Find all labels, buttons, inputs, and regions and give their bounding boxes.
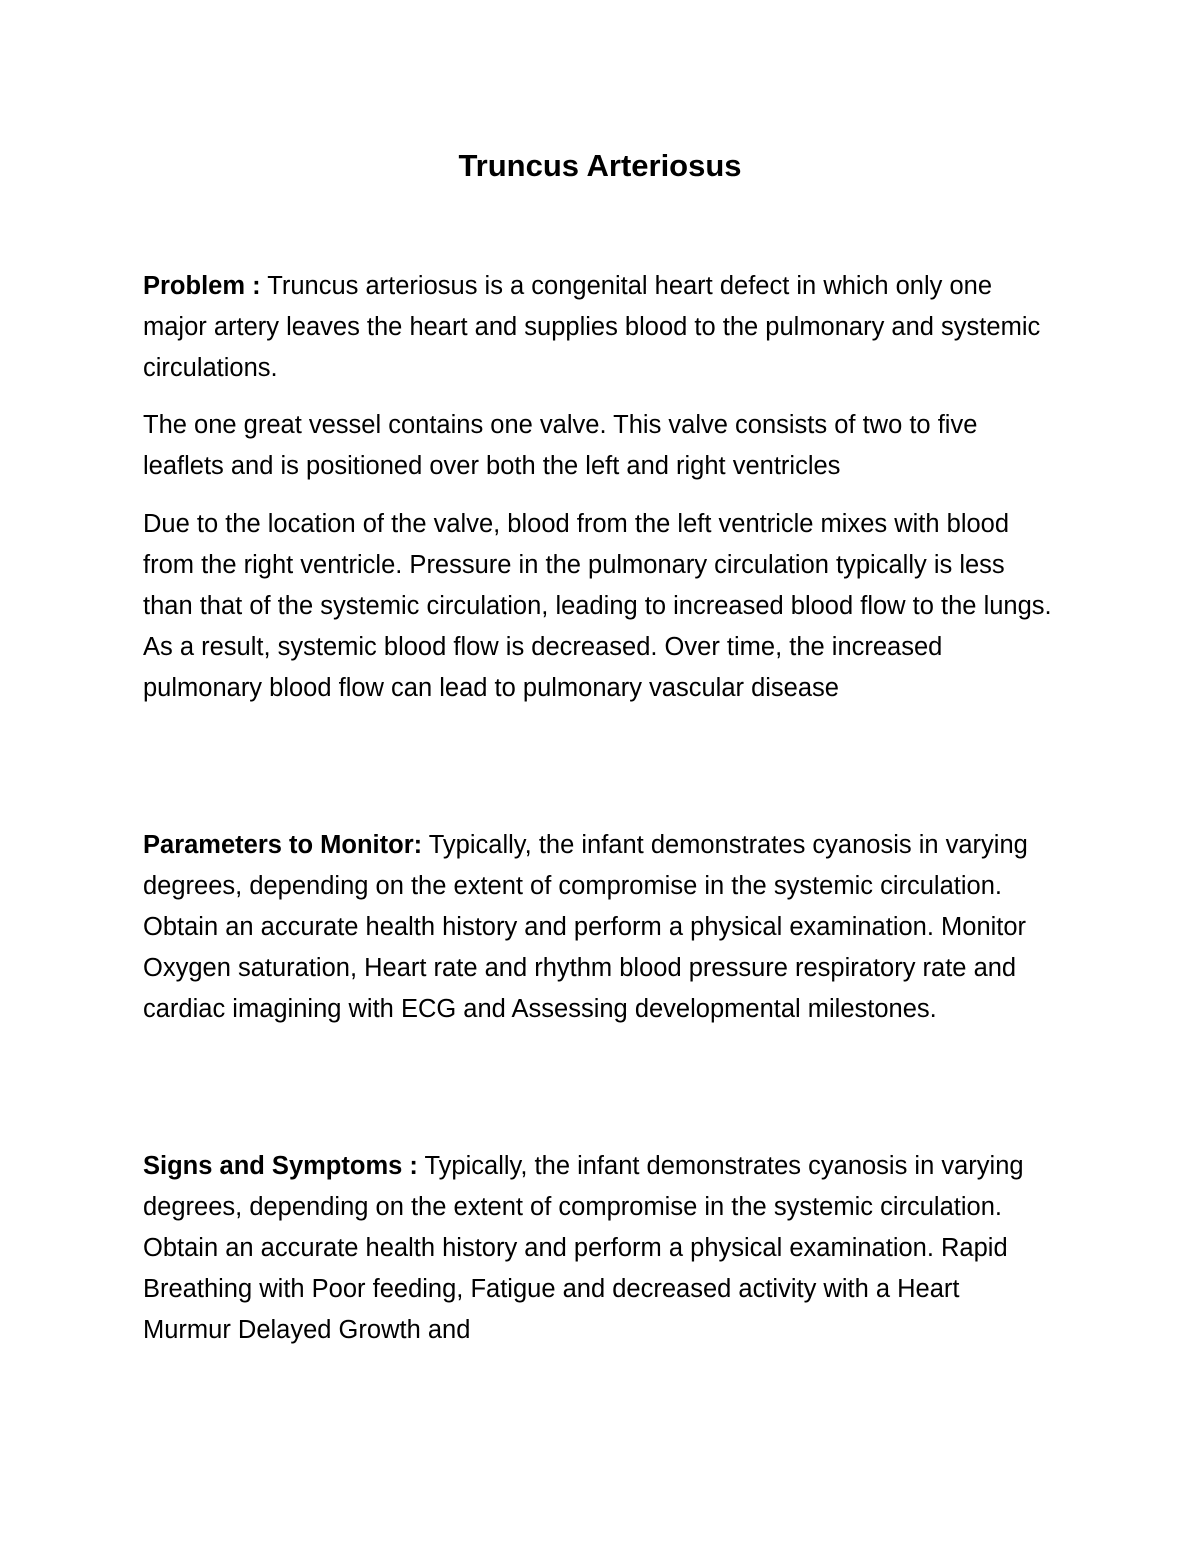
document-title: Truncus Arteriosus (458, 148, 742, 183)
parameters-text: Typically, the infant demonstrates cyanosis in varying degrees, depending on the extent of compromise in the systemic circulation. Obtain an accurate health history and perform a physical examination. Monitor Oxygen saturation, Heart rate and rhythm blood pressure respiratory rate and cardiac imagining with ECG and Assessing developmental milestones. (143, 831, 1028, 1023)
location-paragraph: Due to the location of the valve, blood from the left ventricle mixes with blood from the right ventricle. Pressure in the pulmonary circulation typically is less than that of the systemic circulation, leading to increased blood flow to the lungs. As a result, systemic blood flow is decreased. Over time, the increased pulmonary blood flow can lead to pulmonary vascular disease (143, 510, 1052, 702)
problem-paragraph (143, 266, 1053, 389)
problem-text: Truncus arteriosus is a congenital heart defect in which only one major artery leaves the heart and supplies blood to the pulmonary and systemic circulations. (143, 272, 1041, 382)
parameters-paragraph (143, 825, 1053, 1030)
symptoms-label: Signs and Symptoms : (143, 1152, 418, 1180)
problem-label: Problem : (143, 272, 261, 300)
symptoms-text: Typically, the infant demonstrates cyanosis in varying degrees, depending on the extent of compromise in the systemic circulation. Obtain an accurate health history and perform a physical examination. Rapid Breathing with Poor feeding, Fatigue and decreased activity with a Heart Murmur Delayed Growth and (143, 1152, 1024, 1344)
symptoms-paragraph (143, 1146, 1053, 1351)
parameters-label: Parameters to Monitor: (143, 831, 423, 859)
vessel-paragraph: The one great vessel contains one valve. This valve consists of two to five leaflets and is positioned over both the left and right ventricles (143, 411, 978, 480)
